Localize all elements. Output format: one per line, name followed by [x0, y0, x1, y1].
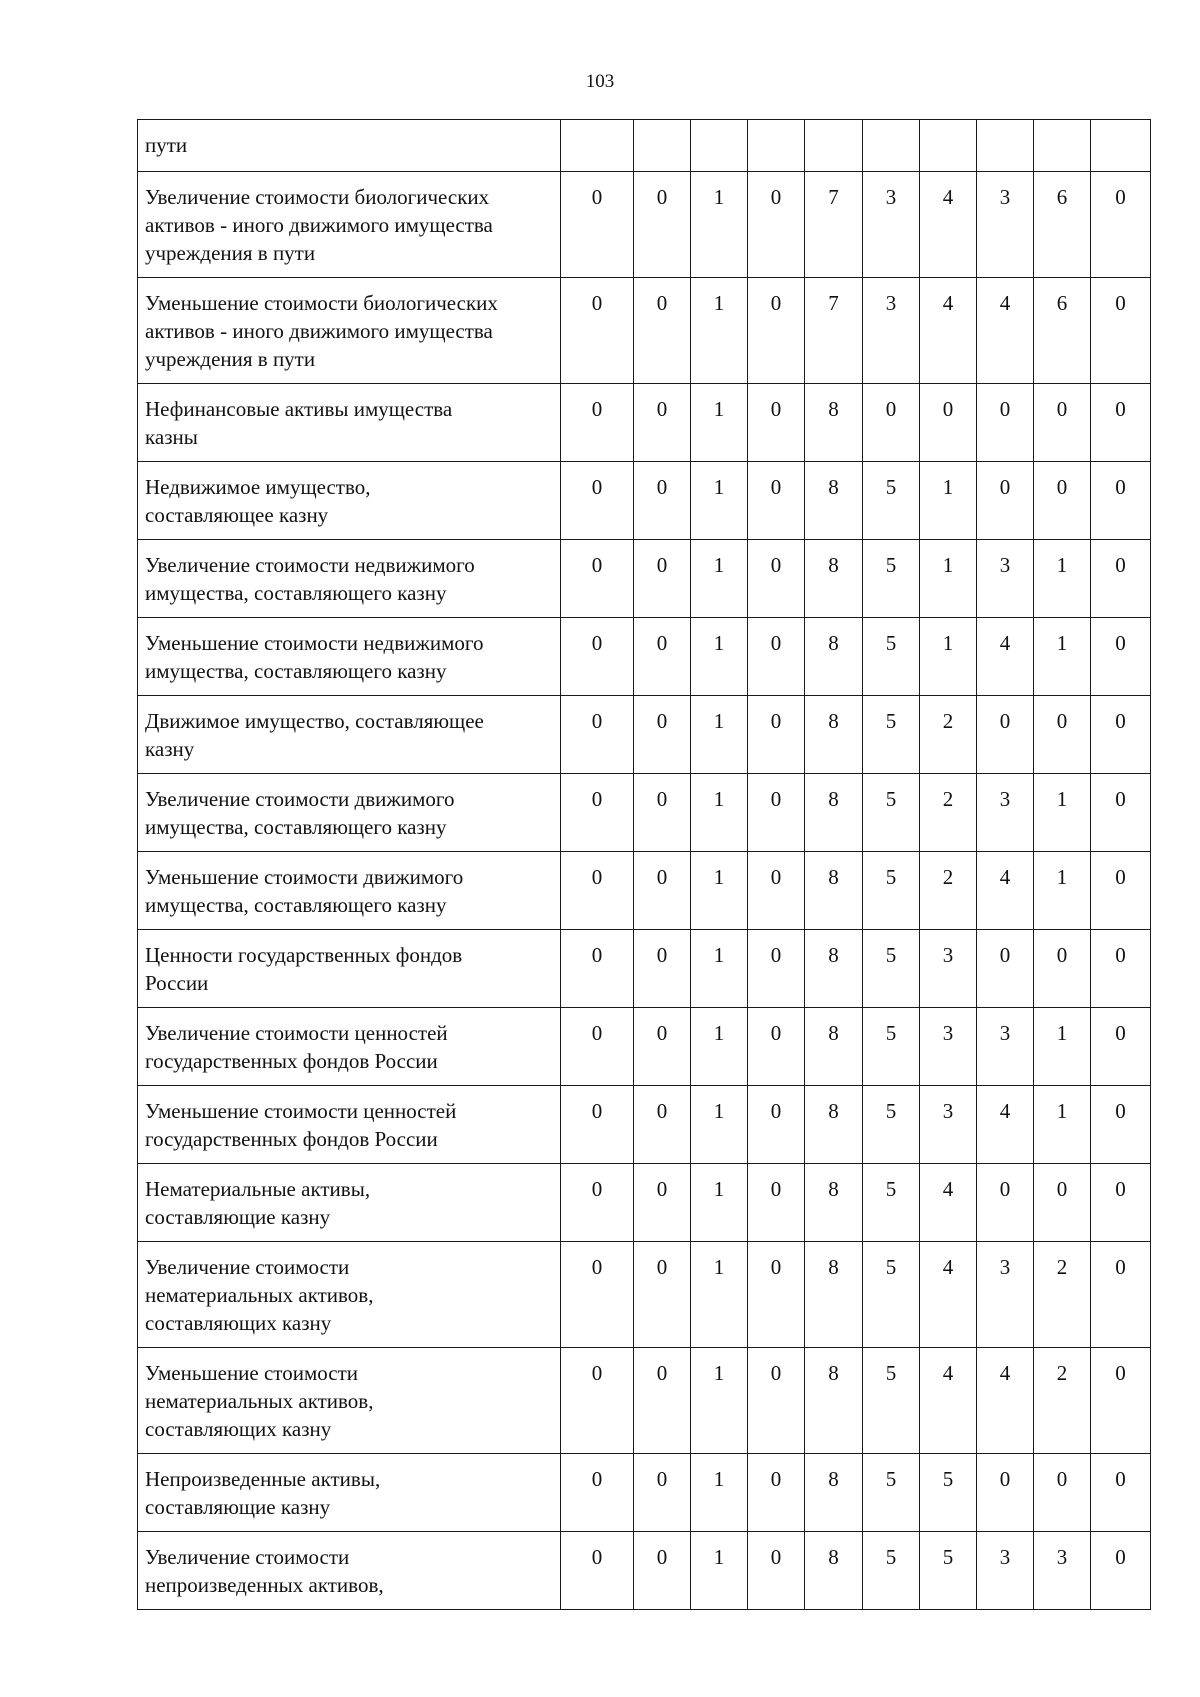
code-digit-cell: 0 [561, 774, 634, 852]
code-digit-cell: 0 [977, 384, 1034, 462]
code-digit-cell: 3 [920, 1008, 977, 1086]
code-digit-cell: 0 [748, 540, 805, 618]
code-digit-cell: 0 [1091, 1008, 1151, 1086]
code-digit-cell: 8 [805, 540, 863, 618]
code-digit-cell: 0 [1034, 1454, 1091, 1532]
code-digit-cell: 1 [691, 930, 748, 1008]
code-digit-cell: 5 [863, 462, 920, 540]
account-name-line: государственных фондов России [145, 1127, 438, 1151]
table-row [138, 462, 1151, 540]
table-row [138, 120, 1151, 172]
code-digit-cell: 8 [805, 774, 863, 852]
account-name-line: активов - иного движимого имущества [145, 319, 493, 343]
code-digit-cell: 0 [748, 618, 805, 696]
code-digit-cell: 5 [863, 1008, 920, 1086]
code-digit-cell: 4 [920, 278, 977, 384]
code-digit-cell: 3 [977, 172, 1034, 278]
code-digit-cell [863, 120, 920, 172]
code-digit-cell: 0 [748, 384, 805, 462]
table-row [138, 1348, 1151, 1454]
code-digit-cell: 0 [748, 1086, 805, 1164]
code-digit-cell: 5 [863, 1532, 920, 1610]
code-digit-cell: 0 [748, 172, 805, 278]
code-digit-cell: 0 [561, 1164, 634, 1242]
account-name-line: учреждения в пути [145, 241, 316, 265]
code-digit-cell: 0 [561, 1008, 634, 1086]
table-row [138, 172, 1151, 278]
code-digit-cell: 0 [561, 172, 634, 278]
account-name-line: составляющие казну [145, 1495, 331, 1519]
code-digit-cell: 0 [748, 1532, 805, 1610]
code-digit-cell: 8 [805, 696, 863, 774]
code-digit-cell: 0 [748, 1008, 805, 1086]
code-digit-cell: 5 [863, 1348, 920, 1454]
table-body [138, 120, 1151, 1610]
code-digit-cell: 5 [863, 1242, 920, 1348]
table-row [138, 774, 1151, 852]
code-digit-cell: 4 [920, 172, 977, 278]
account-name-line: составляющие казну [145, 1205, 331, 1229]
code-digit-cell: 2 [1034, 1348, 1091, 1454]
code-digit-cell: 0 [920, 384, 977, 462]
code-digit-cell: 0 [634, 462, 691, 540]
table-row [138, 1008, 1151, 1086]
code-digit-cell: 0 [561, 384, 634, 462]
code-digit-cell: 0 [634, 1086, 691, 1164]
code-digit-cell: 1 [691, 774, 748, 852]
code-digit-cell: 5 [920, 1532, 977, 1610]
code-digit-cell: 0 [1091, 1242, 1151, 1348]
code-digit-cell: 8 [805, 1242, 863, 1348]
account-name-line: Уменьшение стоимости [145, 1361, 358, 1385]
account-name-line: Непроизведенные активы, [145, 1467, 381, 1491]
account-name-cell [138, 930, 561, 1008]
code-digit-cell: 8 [805, 1532, 863, 1610]
code-digit-cell: 3 [1034, 1532, 1091, 1610]
account-name-cell [138, 1242, 561, 1348]
code-digit-cell: 1 [691, 1008, 748, 1086]
code-digit-cell: 1 [920, 618, 977, 696]
account-name-cell [138, 618, 561, 696]
code-digit-cell: 0 [1091, 540, 1151, 618]
table-row [138, 852, 1151, 930]
code-digit-cell: 0 [634, 384, 691, 462]
code-digit-cell: 0 [561, 1532, 634, 1610]
code-digit-cell: 0 [1034, 384, 1091, 462]
code-digit-cell: 0 [977, 1454, 1034, 1532]
code-digit-cell: 0 [634, 696, 691, 774]
account-name-line: Уменьшение стоимости движимого [145, 865, 464, 889]
code-digit-cell: 0 [561, 540, 634, 618]
code-digit-cell: 0 [863, 384, 920, 462]
code-digit-cell: 0 [977, 930, 1034, 1008]
account-name-line: Увеличение стоимости ценностей [145, 1021, 448, 1045]
code-digit-cell: 3 [863, 172, 920, 278]
code-digit-cell [1091, 120, 1151, 172]
code-digit-cell: 0 [748, 1242, 805, 1348]
code-digit-cell: 8 [805, 384, 863, 462]
account-name-cell [138, 384, 561, 462]
code-digit-cell: 0 [634, 1532, 691, 1610]
account-name-line: пути [145, 133, 188, 157]
account-name-line: нематериальных активов, [145, 1389, 374, 1413]
code-digit-cell: 0 [634, 1008, 691, 1086]
code-digit-cell: 0 [977, 1164, 1034, 1242]
code-digit-cell [691, 120, 748, 172]
code-digit-cell: 8 [805, 1008, 863, 1086]
code-digit-cell: 1 [691, 540, 748, 618]
code-digit-cell: 1 [691, 462, 748, 540]
code-digit-cell: 0 [1091, 1454, 1151, 1532]
code-digit-cell: 8 [805, 930, 863, 1008]
table-row [138, 1164, 1151, 1242]
code-digit-cell: 0 [1091, 618, 1151, 696]
code-digit-cell: 1 [691, 1348, 748, 1454]
code-digit-cell: 0 [1091, 172, 1151, 278]
code-digit-cell: 8 [805, 618, 863, 696]
code-digit-cell: 3 [977, 1242, 1034, 1348]
code-digit-cell: 0 [1091, 1086, 1151, 1164]
code-digit-cell: 1 [691, 384, 748, 462]
code-digit-cell: 1 [691, 1086, 748, 1164]
code-digit-cell: 5 [863, 540, 920, 618]
code-digit-cell: 0 [1091, 774, 1151, 852]
code-digit-cell: 0 [1091, 696, 1151, 774]
code-digit-cell: 4 [977, 278, 1034, 384]
code-digit-cell: 0 [561, 1348, 634, 1454]
code-digit-cell: 4 [920, 1164, 977, 1242]
code-digit-cell [561, 120, 634, 172]
code-digit-cell: 0 [634, 1242, 691, 1348]
code-digit-cell [805, 120, 863, 172]
code-digit-cell [1034, 120, 1091, 172]
account-name-cell [138, 1164, 561, 1242]
code-digit-cell: 0 [1091, 462, 1151, 540]
account-name-line: Движимое имущество, составляющее [145, 709, 484, 733]
account-name-line: Увеличение стоимости [145, 1545, 350, 1569]
code-digit-cell: 1 [691, 1164, 748, 1242]
account-name-cell [138, 540, 561, 618]
code-digit-cell: 1 [691, 618, 748, 696]
code-digit-cell: 6 [1034, 172, 1091, 278]
code-digit-cell: 0 [634, 172, 691, 278]
account-name-cell [138, 852, 561, 930]
code-digit-cell: 0 [634, 618, 691, 696]
account-name-cell [138, 1008, 561, 1086]
account-name-cell [138, 1454, 561, 1532]
account-name-line: государственных фондов России [145, 1049, 438, 1073]
account-name-line: Нематериальные активы, [145, 1177, 371, 1201]
code-digit-cell: 0 [748, 1348, 805, 1454]
code-digit-cell: 0 [1091, 1164, 1151, 1242]
code-digit-cell: 3 [977, 774, 1034, 852]
account-name-cell [138, 1532, 561, 1610]
account-name-cell [138, 462, 561, 540]
code-digit-cell: 4 [920, 1242, 977, 1348]
table-row [138, 1086, 1151, 1164]
account-name-line: имущества, составляющего казну [145, 659, 447, 683]
code-digit-cell [634, 120, 691, 172]
account-name-line: Недвижимое имущество, [145, 475, 371, 499]
code-digit-cell: 8 [805, 852, 863, 930]
code-digit-cell: 0 [748, 1164, 805, 1242]
account-name-line: России [145, 971, 209, 995]
table-row [138, 696, 1151, 774]
code-digit-cell: 0 [1034, 1164, 1091, 1242]
code-digit-cell: 1 [1034, 540, 1091, 618]
code-digit-cell: 0 [561, 462, 634, 540]
code-digit-cell: 1 [1034, 774, 1091, 852]
code-digit-cell: 2 [920, 696, 977, 774]
code-digit-cell: 5 [863, 1454, 920, 1532]
code-digit-cell: 4 [977, 618, 1034, 696]
code-digit-cell: 0 [561, 852, 634, 930]
code-digit-cell: 6 [1034, 278, 1091, 384]
code-digit-cell: 8 [805, 1086, 863, 1164]
code-digit-cell: 3 [977, 540, 1034, 618]
account-name-line: учреждения в пути [145, 347, 316, 371]
code-digit-cell: 1 [920, 540, 977, 618]
code-digit-cell: 0 [634, 278, 691, 384]
code-digit-cell: 8 [805, 462, 863, 540]
code-digit-cell: 0 [561, 278, 634, 384]
account-name-line: Ценности государственных фондов [145, 943, 463, 967]
code-digit-cell: 1 [691, 1532, 748, 1610]
code-digit-cell: 0 [1091, 930, 1151, 1008]
account-name-line: имущества, составляющего казну [145, 581, 447, 605]
code-digit-cell: 0 [561, 930, 634, 1008]
code-digit-cell: 5 [863, 930, 920, 1008]
account-name-line: активов - иного движимого имущества [145, 213, 493, 237]
code-digit-cell: 0 [634, 540, 691, 618]
code-digit-cell: 1 [1034, 852, 1091, 930]
code-digit-cell: 4 [977, 1086, 1034, 1164]
account-name-line: Увеличение стоимости недвижимого [145, 553, 475, 577]
code-digit-cell: 0 [1091, 1348, 1151, 1454]
table-row [138, 1242, 1151, 1348]
code-digit-cell: 0 [634, 930, 691, 1008]
code-digit-cell: 0 [1034, 930, 1091, 1008]
code-digit-cell [977, 120, 1034, 172]
account-name-line: Нефинансовые активы имущества [145, 397, 453, 421]
account-name-line: составляющих казну [145, 1311, 332, 1335]
code-digit-cell: 2 [1034, 1242, 1091, 1348]
account-name-line: казну [145, 737, 195, 761]
code-digit-cell: 7 [805, 278, 863, 384]
account-name-line: Увеличение стоимости биологических [145, 185, 490, 209]
account-name-cell [138, 1086, 561, 1164]
table-row [138, 618, 1151, 696]
code-digit-cell: 0 [634, 1164, 691, 1242]
code-digit-cell: 4 [920, 1348, 977, 1454]
code-digit-cell: 3 [920, 1086, 977, 1164]
code-digit-cell: 0 [634, 1348, 691, 1454]
code-digit-cell: 0 [748, 278, 805, 384]
account-name-line: имущества, составляющего казну [145, 893, 447, 917]
code-digit-cell: 0 [748, 462, 805, 540]
code-digit-cell: 0 [561, 696, 634, 774]
account-name-cell [138, 696, 561, 774]
code-digit-cell: 7 [805, 172, 863, 278]
code-digit-cell: 1 [691, 1242, 748, 1348]
code-digit-cell: 2 [920, 852, 977, 930]
code-digit-cell: 5 [863, 774, 920, 852]
code-digit-cell: 0 [748, 774, 805, 852]
code-digit-cell: 0 [1034, 696, 1091, 774]
code-digit-cell: 3 [863, 278, 920, 384]
code-digit-cell: 8 [805, 1164, 863, 1242]
code-digit-cell: 1 [691, 696, 748, 774]
code-digit-cell: 2 [920, 774, 977, 852]
code-digit-cell: 0 [561, 618, 634, 696]
code-digit-cell [920, 120, 977, 172]
account-name-line: нематериальных активов, [145, 1283, 374, 1307]
code-digit-cell: 0 [1091, 1532, 1151, 1610]
code-digit-cell: 0 [977, 462, 1034, 540]
table-row [138, 1532, 1151, 1610]
code-digit-cell: 0 [1091, 852, 1151, 930]
account-name-line: непроизведенных активов, [145, 1573, 384, 1597]
table-row [138, 278, 1151, 384]
code-digit-cell: 5 [920, 1454, 977, 1532]
account-codes-table [137, 119, 1151, 1610]
table-row [138, 1454, 1151, 1532]
code-digit-cell: 0 [748, 852, 805, 930]
account-name-line: Увеличение стоимости [145, 1255, 350, 1279]
account-name-line: Уменьшение стоимости недвижимого [145, 631, 484, 655]
code-digit-cell: 0 [748, 696, 805, 774]
code-digit-cell [748, 120, 805, 172]
table-row [138, 540, 1151, 618]
code-digit-cell: 0 [561, 1086, 634, 1164]
code-digit-cell: 5 [863, 618, 920, 696]
code-digit-cell: 0 [748, 930, 805, 1008]
code-digit-cell: 1 [691, 172, 748, 278]
code-digit-cell: 8 [805, 1454, 863, 1532]
code-digit-cell: 0 [977, 696, 1034, 774]
code-digit-cell: 3 [920, 930, 977, 1008]
account-name-line: Уменьшение стоимости биологических [145, 291, 498, 315]
code-digit-cell: 0 [748, 1454, 805, 1532]
code-digit-cell: 4 [977, 1348, 1034, 1454]
code-digit-cell: 1 [1034, 618, 1091, 696]
code-digit-cell: 4 [977, 852, 1034, 930]
code-digit-cell: 0 [634, 1454, 691, 1532]
account-name-line: Уменьшение стоимости ценностей [145, 1099, 457, 1123]
page-number: 103 [585, 71, 615, 92]
account-name-line: имущества, составляющего казну [145, 815, 447, 839]
code-digit-cell: 5 [863, 1086, 920, 1164]
code-digit-cell: 1 [1034, 1008, 1091, 1086]
account-name-line: составляющих казну [145, 1417, 332, 1441]
account-name-cell [138, 1348, 561, 1454]
table-row [138, 384, 1151, 462]
account-name-cell [138, 278, 561, 384]
code-digit-cell: 1 [1034, 1086, 1091, 1164]
code-digit-cell: 3 [977, 1008, 1034, 1086]
code-digit-cell: 5 [863, 852, 920, 930]
code-digit-cell: 1 [691, 852, 748, 930]
account-name-line: составляющее казну [145, 503, 329, 527]
code-digit-cell: 0 [561, 1242, 634, 1348]
code-digit-cell: 5 [863, 696, 920, 774]
code-digit-cell: 5 [863, 1164, 920, 1242]
code-digit-cell: 8 [805, 1348, 863, 1454]
code-digit-cell: 1 [920, 462, 977, 540]
code-digit-cell: 0 [634, 774, 691, 852]
table-row [138, 930, 1151, 1008]
code-digit-cell: 0 [1034, 462, 1091, 540]
account-name-cell [138, 172, 561, 278]
account-name-cell [138, 120, 561, 172]
code-digit-cell: 1 [691, 278, 748, 384]
code-digit-cell: 1 [691, 1454, 748, 1532]
account-name-line: казны [145, 425, 198, 449]
code-digit-cell: 0 [561, 1454, 634, 1532]
account-name-line: Увеличение стоимости движимого [145, 787, 455, 811]
code-digit-cell: 0 [1091, 384, 1151, 462]
account-name-cell [138, 774, 561, 852]
code-digit-cell: 0 [1091, 278, 1151, 384]
code-digit-cell: 3 [977, 1532, 1034, 1610]
code-digit-cell: 0 [634, 852, 691, 930]
